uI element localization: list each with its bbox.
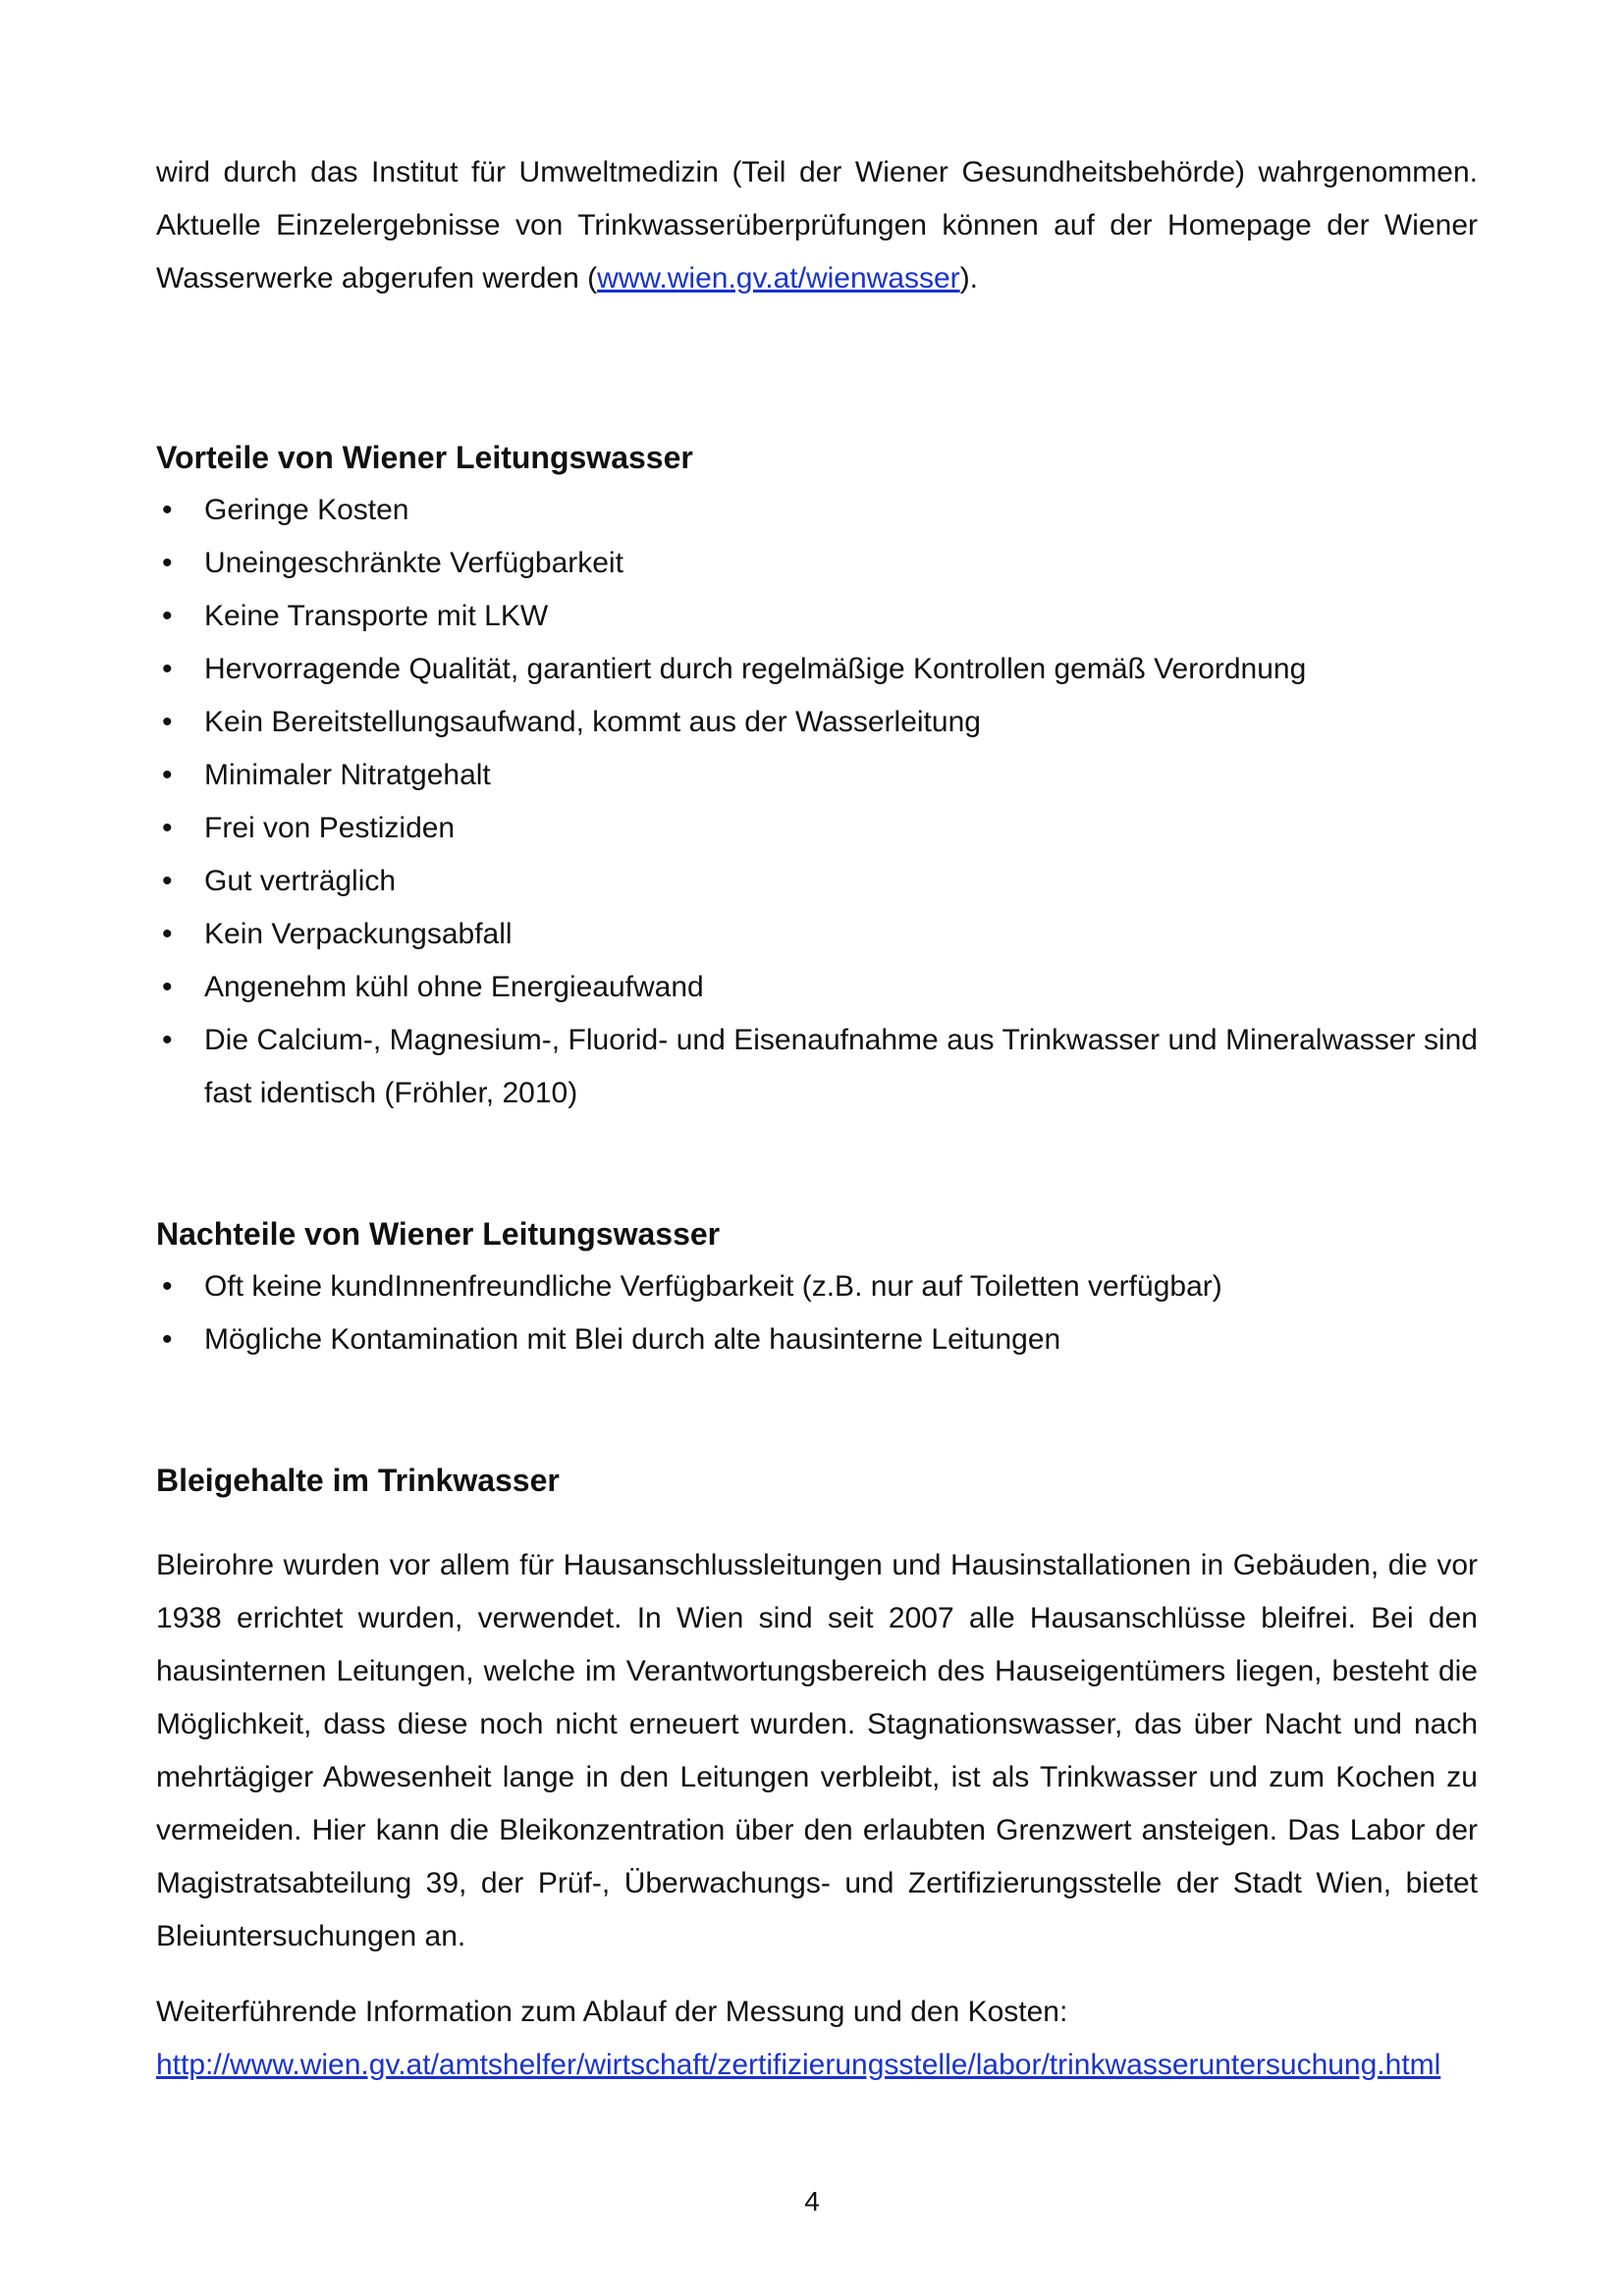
list-item: • Minimaler Nitratgehalt — [156, 749, 1478, 802]
list-item: • Keine Transporte mit LKW — [156, 590, 1478, 643]
list-item: • Angenehm kühl ohne Energieaufwand — [156, 961, 1478, 1014]
intro-paragraph — [156, 146, 1478, 305]
vorteile-heading: Vorteile von Wiener Leitungswasser — [156, 440, 693, 475]
intro-text: wird durch das Institut für Umweltmedizin (Teil der Wiener Gesundheitsbehörde) wahrgenommen. Aktuelle Einzelergebnisse von Trinkwasserüberprüfungen können auf der Homepage der Wiener Wasserwerke abgerufen werden ( — [156, 156, 1478, 294]
list-item: • Frei von Pestiziden — [156, 802, 1478, 855]
bullet-icon: • — [162, 865, 173, 897]
bullet-icon: • — [162, 600, 173, 632]
list-item: • Mögliche Kontamination mit Blei durch alte hausinterne Leitungen — [156, 1313, 1478, 1366]
nachteile-heading: Nachteile von Wiener Leitungswasser — [156, 1216, 721, 1252]
bullet-icon: • — [162, 494, 173, 526]
bullet-icon: • — [162, 812, 173, 844]
info-text: Weiterführende Information zum Ablauf der Messung und den Kosten: — [156, 1996, 1068, 2028]
bullet-icon: • — [162, 971, 173, 1003]
list-item: • Uneingeschränkte Verfügbarkeit — [156, 537, 1478, 590]
list-item: • Die Calcium-, Magnesium-, Fluorid- und Eisenaufnahme aus Trinkwasser und Mineralwasser sind fast identisch (Fröhler, 2010) — [156, 1014, 1478, 1120]
bullet-icon: • — [162, 706, 173, 738]
bullet-icon: • — [162, 653, 173, 685]
info-paragraph — [156, 1986, 1478, 2092]
page-content — [156, 146, 1478, 2092]
blei-heading: Bleigehalte im Trinkwasser — [156, 1463, 560, 1498]
nachteile-list — [156, 1260, 1478, 1366]
list-item: • Kein Verpackungsabfall — [156, 908, 1478, 961]
wienwasser-link[interactable]: www.wien.gv.at/wienwasser — [597, 262, 960, 294]
list-item: • Gut verträglich — [156, 855, 1478, 908]
intro-text-end: ). — [959, 262, 979, 294]
page-number: 4 — [804, 2186, 820, 2216]
list-item: • Kein Bereitstellungsaufwand, kommt aus der Wasserleitung — [156, 696, 1478, 749]
bullet-icon: • — [162, 1270, 173, 1303]
list-item: • Hervorragende Qualität, garantiert durch regelmäßige Kontrollen gemäß Verordnung — [156, 643, 1478, 696]
list-item: • Oft keine kundInnenfreundliche Verfügbarkeit (z.B. nur auf Toiletten verfügbar) — [156, 1260, 1478, 1313]
bullet-icon: • — [162, 918, 173, 950]
blei-paragraph: Bleirohre wurden vor allem für Hausanschlussleitungen und Hausinstallationen in Gebäuden, die vor 1938 errichtet wurden, verwendet. In Wien sind seit 2007 alle Hausanschlüsse bleifrei. Bei den hausinternen Leitungen, welche im Verantwortungsbereich des Hauseigentümers liegen, besteht die Möglichkeit, dass diese noch nicht erneuert wurden. Stagnationswasser, das über Nacht und nach mehrtägiger Abwesenheit lange in den Leitungen verbleibt, ist als Trinkwasser und zum Kochen zu vermeiden. Hier kann die Bleikonzentration über den erlaubten Grenzwert ansteigen. Das Labor der Magistratsabteilung 39, der Prüf-, Überwachungs- und Zertifizierungsstelle der Stadt Wien, bietet Bleiuntersuchungen an. — [156, 1549, 1478, 1952]
bullet-icon: • — [162, 1024, 173, 1056]
bullet-icon: • — [162, 547, 173, 579]
bullet-icon: • — [162, 1323, 173, 1356]
list-item: • Geringe Kosten — [156, 484, 1478, 537]
bullet-icon: • — [162, 759, 173, 791]
vorteile-list — [156, 484, 1478, 1120]
trinkwasseruntersuchung-link[interactable]: http://www.wien.gv.at/amtshelfer/wirtschaft/zertifizierungsstelle/labor/trinkwasseruntersuchung.html — [156, 2049, 1441, 2081]
